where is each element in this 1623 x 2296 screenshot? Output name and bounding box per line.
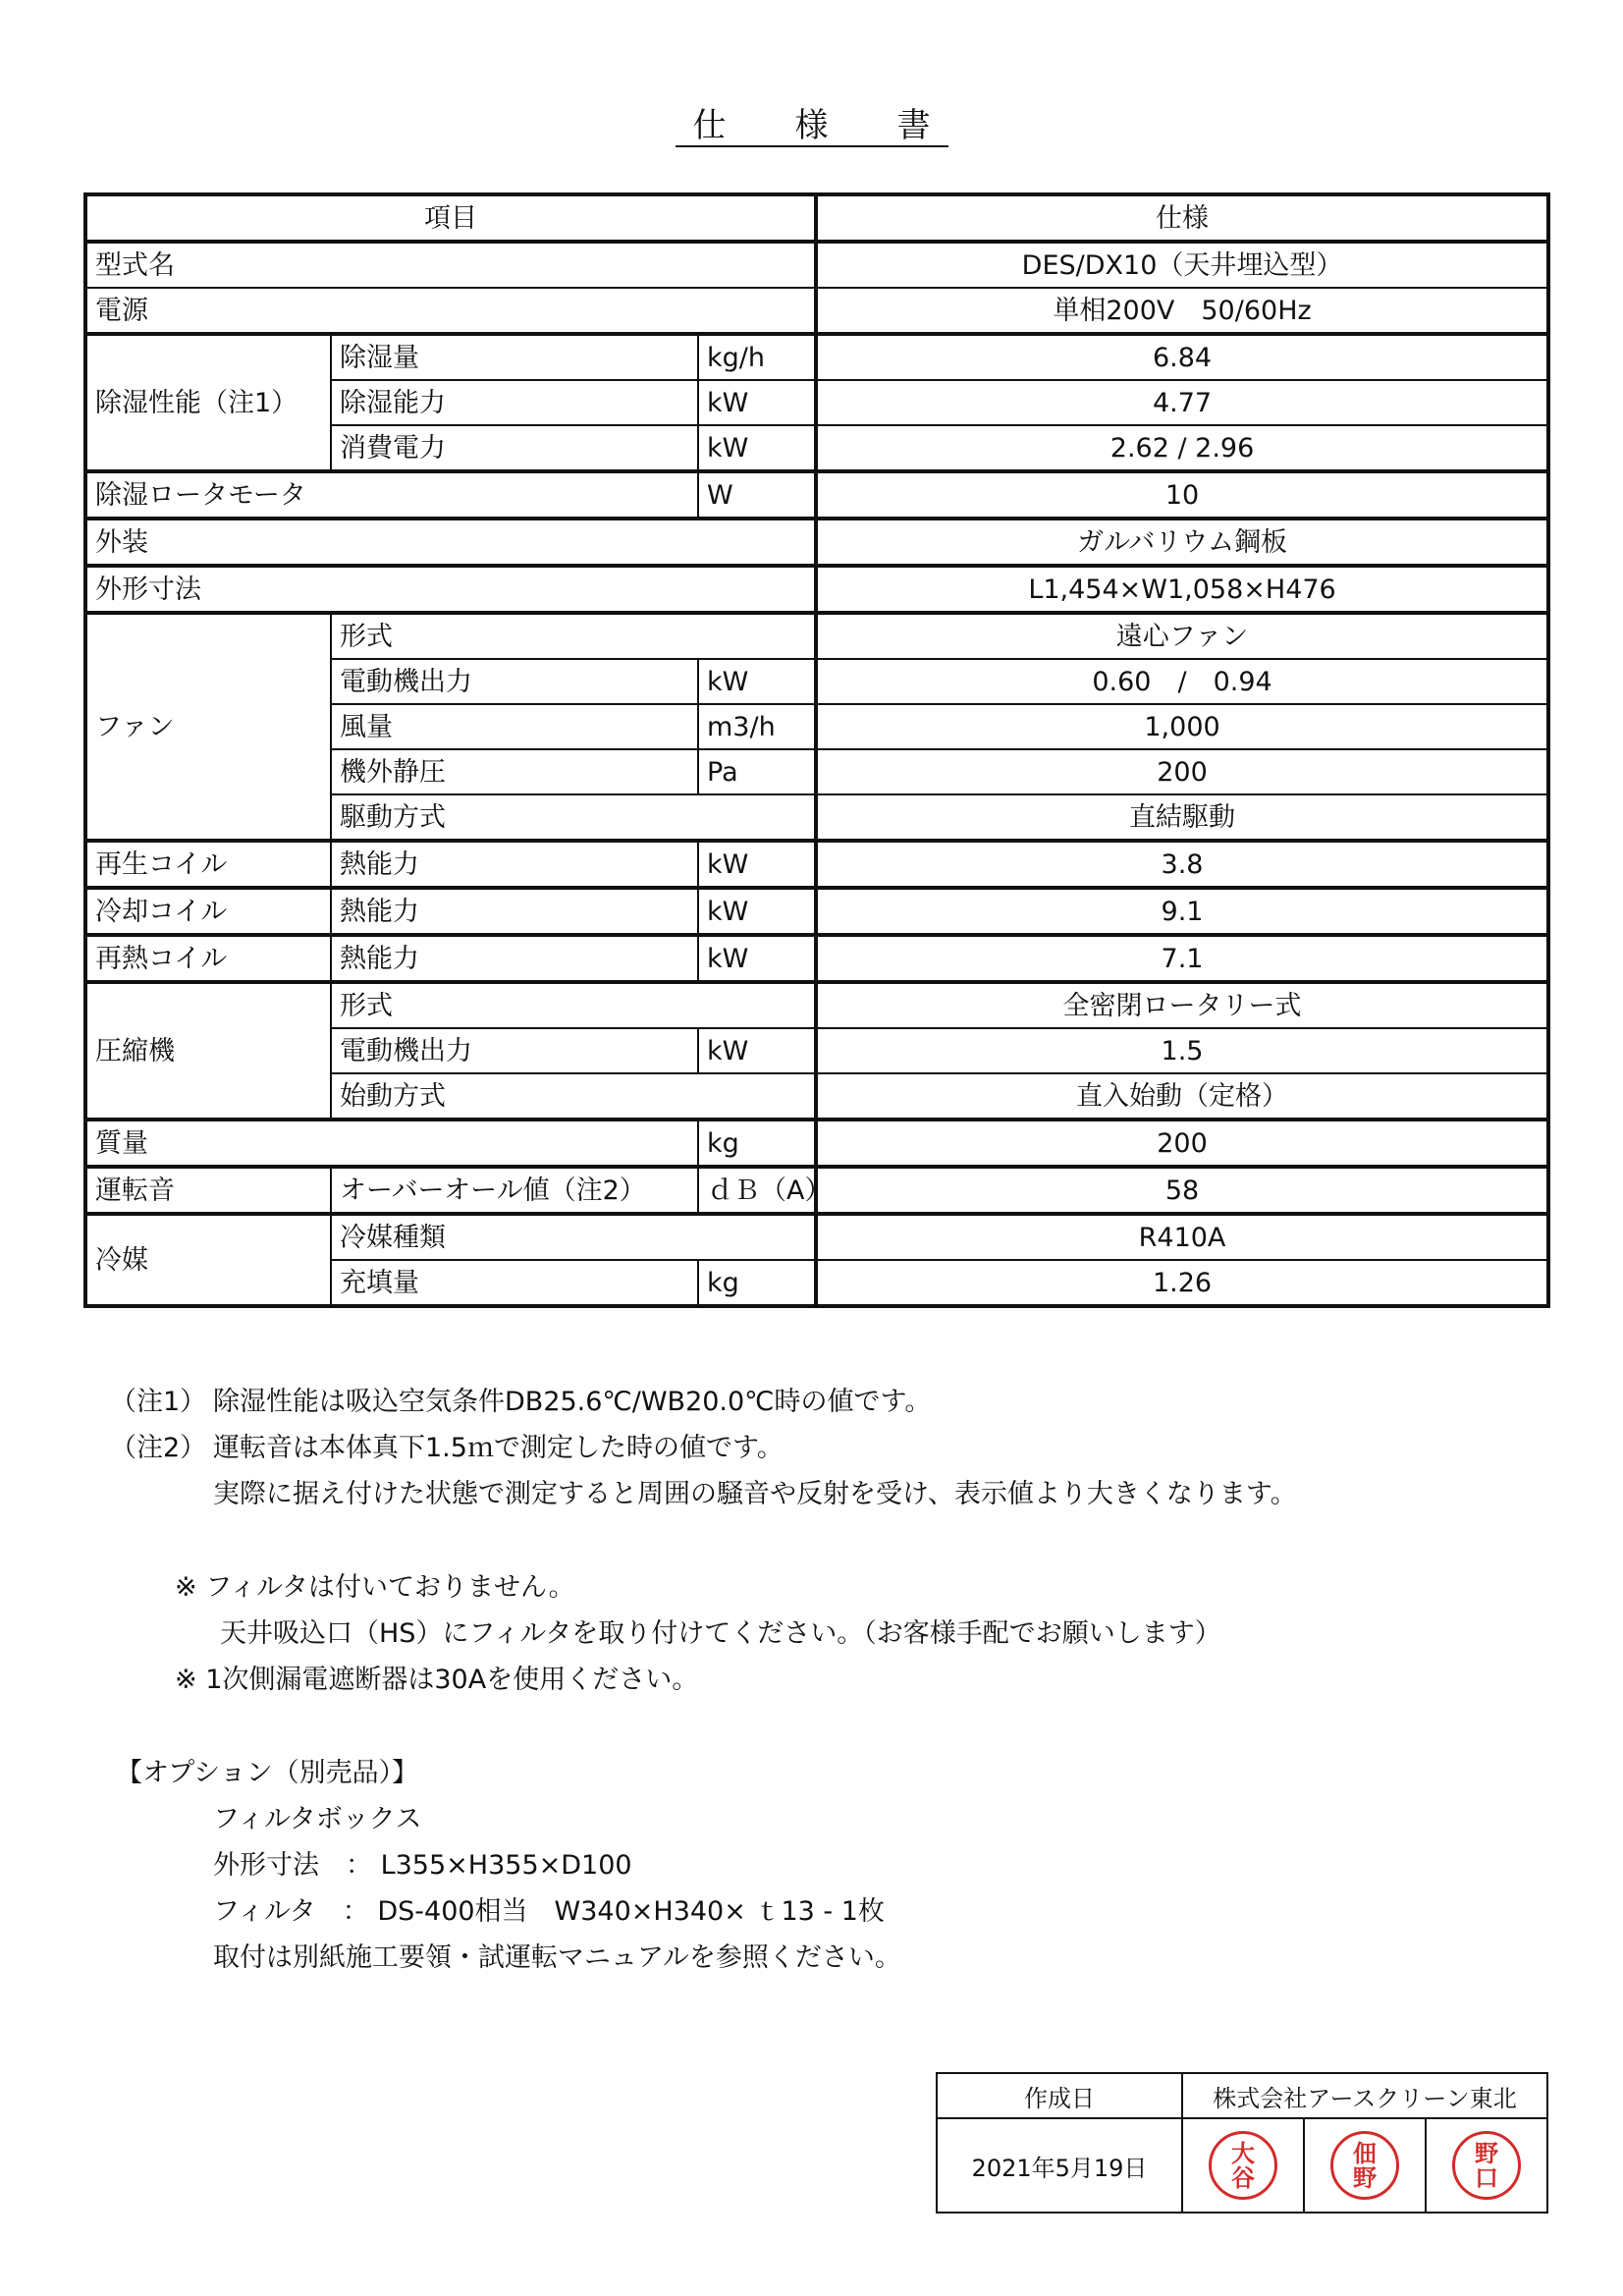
row-value: L1,454×W1,058×H476 [816, 566, 1548, 613]
row-label: 外装 [85, 519, 816, 566]
options-item: フィルタボックス [213, 1804, 422, 1834]
table-row [85, 1120, 1548, 1167]
row-sublabel: 除湿能力 [331, 380, 698, 425]
row-label: 電源 [85, 288, 816, 334]
group-label: 冷却コイル [85, 888, 331, 935]
row-unit: kW [698, 659, 816, 704]
table-row [85, 1214, 1548, 1260]
options-dims: 外形寸法 ： L355×H355×D100 [213, 1850, 632, 1881]
created-date: 2021年5月19日 [937, 2118, 1182, 2213]
row-sublabel: 電動機出力 [331, 1028, 698, 1073]
note-2-mark: （注2） [110, 1433, 207, 1463]
table-row [85, 841, 1548, 888]
table-header-row [85, 194, 1548, 242]
row-value: 遠心ファン [816, 613, 1548, 659]
row-value: 200 [816, 749, 1548, 794]
row-value: 10 [816, 471, 1548, 519]
row-value: 4.77 [816, 380, 1548, 425]
row-unit: kW [698, 425, 816, 471]
row-value: 直結駆動 [816, 794, 1548, 841]
table-row [85, 566, 1548, 613]
group-label: 再生コイル [85, 841, 331, 888]
table-row [85, 519, 1548, 566]
table-row [85, 242, 1548, 288]
row-sublabel: 機外静圧 [331, 749, 698, 794]
row-value: 58 [816, 1167, 1548, 1214]
row-value: 0.60 / 0.94 [816, 659, 1548, 704]
row-sublabel: 熱能力 [331, 935, 698, 982]
row-value: ガルバリウム鋼板 [816, 519, 1548, 566]
options-filter: フィルタ ： DS-400相当 W340×H340× ｔ13 - 1枚 [213, 1896, 885, 1927]
row-sublabel: 風量 [331, 704, 698, 749]
note-2-text: 運転音は本体真下1.5ｍで測定した時の値です。 [213, 1433, 784, 1463]
row-sublabel: 消費電力 [331, 425, 698, 471]
row-unit: kW [698, 380, 816, 425]
group-label: ファン [85, 613, 331, 841]
row-value: 200 [816, 1120, 1548, 1167]
seal-stamp: 野 口 [1452, 2131, 1521, 2200]
row-label: 除湿ロータモータ [85, 471, 698, 519]
row-label: 質量 [85, 1120, 698, 1167]
note-2-text-cont: 実際に据え付けた状態で測定すると周囲の騒音や反射を受け、表示値より大きくなります。 [213, 1479, 1297, 1509]
spec-table [83, 192, 1550, 1308]
row-unit: kg [698, 1260, 816, 1306]
filter-note: ※ フィルタは付いておりません。 [175, 1572, 575, 1603]
row-unit: kg/h [698, 334, 816, 380]
stamp-cell [1426, 2118, 1547, 2213]
header-spec: 仕様 [816, 194, 1548, 242]
table-row [85, 471, 1548, 519]
table-row [85, 613, 1548, 659]
group-label: 再熱コイル [85, 935, 331, 982]
row-value: 9.1 [816, 888, 1548, 935]
row-value: 1,000 [816, 704, 1548, 749]
row-value: 2.62 / 2.96 [816, 425, 1548, 471]
row-unit: kW [698, 841, 816, 888]
seal-stamp: 大 谷 [1209, 2131, 1277, 2200]
row-unit: kg [698, 1120, 816, 1167]
row-value: 1.5 [816, 1028, 1548, 1073]
row-label: 外形寸法 [85, 566, 816, 613]
row-value: 7.1 [816, 935, 1548, 982]
row-value: 3.8 [816, 841, 1548, 888]
table-row [85, 288, 1548, 334]
page-title: 仕 様 書 [0, 98, 1623, 146]
table-row [85, 935, 1548, 982]
header-item: 項目 [85, 194, 816, 242]
stamp-cell [1182, 2118, 1304, 2213]
table-row [85, 982, 1548, 1028]
row-sublabel: 除湿量 [331, 334, 698, 380]
table-row [85, 888, 1548, 935]
note-1-text: 除湿性能は吸込空気条件DB25.6℃/WB20.0℃時の値です。 [213, 1387, 932, 1417]
table-row [85, 334, 1548, 380]
row-unit: kW [698, 888, 816, 935]
row-value: 1.26 [816, 1260, 1548, 1306]
row-unit: W [698, 471, 816, 519]
row-sublabel: 充填量 [331, 1260, 698, 1306]
row-unit: Pa [698, 749, 816, 794]
signoff-table [936, 2072, 1548, 2214]
stamp-cell [1304, 2118, 1426, 2213]
row-sublabel: 始動方式 [331, 1073, 816, 1120]
row-sublabel: 形式 [331, 613, 816, 659]
row-label: 型式名 [85, 242, 816, 288]
row-value: 直入始動（定格） [816, 1073, 1548, 1120]
row-unit: kW [698, 1028, 816, 1073]
row-value: 全密閉ロータリー式 [816, 982, 1548, 1028]
row-value: DES/DX10（天井埋込型） [816, 242, 1548, 288]
row-unit: ｄＢ（A） [698, 1167, 816, 1214]
group-label: 運転音 [85, 1167, 331, 1214]
row-value: R410A [816, 1214, 1548, 1260]
row-sublabel: 電動機出力 [331, 659, 698, 704]
group-label: 冷媒 [85, 1214, 331, 1306]
filter-note-cont: 天井吸込口（HS）にフィルタを取り付けてください。（お客様手配でお願いします） [220, 1618, 1221, 1649]
row-sublabel: 形式 [331, 982, 816, 1028]
row-unit: kW [698, 935, 816, 982]
date-label: 作成日 [937, 2073, 1182, 2118]
row-sublabel: 熱能力 [331, 888, 698, 935]
row-value: 6.84 [816, 334, 1548, 380]
seal-stamp: 佃 野 [1330, 2131, 1399, 2200]
options-heading: 【オプション（別売品）】 [116, 1758, 419, 1788]
note-1-mark: （注1） [110, 1387, 207, 1417]
row-unit: m3/h [698, 704, 816, 749]
group-label: 圧縮機 [85, 982, 331, 1120]
company-name: 株式会社アースクリーン東北 [1182, 2073, 1547, 2118]
breaker-note: ※ 1次側漏電遮断器は30Aを使用ください。 [175, 1665, 699, 1695]
row-value: 単相200V 50/60Hz [816, 288, 1548, 334]
row-sublabel: 冷媒種類 [331, 1214, 816, 1260]
row-sublabel: オーバーオール値（注2） [331, 1167, 698, 1214]
options-install: 取付は別紙施工要領・試運転マニュアルを参照ください。 [213, 1942, 901, 1973]
table-row [85, 1167, 1548, 1214]
group-label: 除湿性能（注1） [85, 334, 331, 471]
row-sublabel: 駆動方式 [331, 794, 816, 841]
row-sublabel: 熱能力 [331, 841, 698, 888]
